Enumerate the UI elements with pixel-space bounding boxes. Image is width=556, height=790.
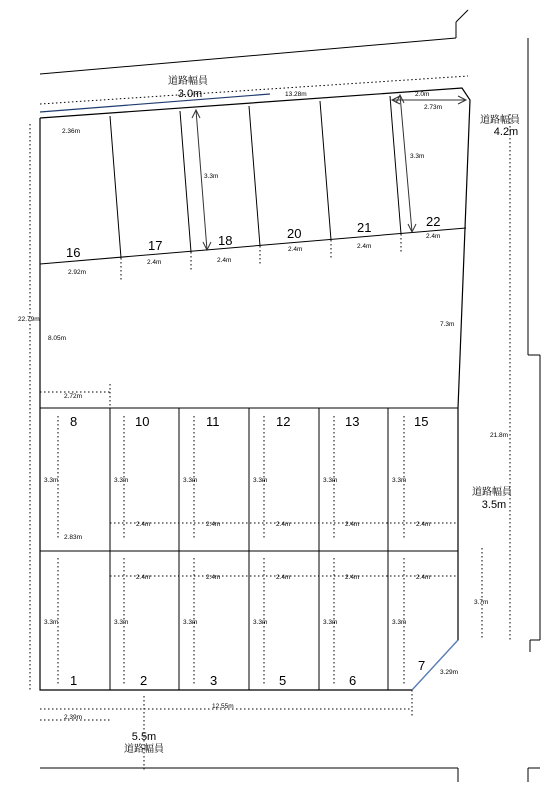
- dim-lot7-diagonal: 3.29m: [440, 669, 459, 676]
- lot-number-3: 3: [210, 673, 218, 688]
- dim-north-depth-b: 3.3m: [410, 153, 425, 160]
- north-road-width: 3.0m: [177, 88, 203, 100]
- dim-lot-depth: 3.3m: [44, 619, 59, 626]
- dim-lot-depth: 3.3m: [253, 619, 268, 626]
- dim-lot8-width: 2.72m: [64, 393, 83, 400]
- dim-north-bottom-21: 2.4m: [357, 243, 372, 250]
- north-road-edge-corner: [456, 10, 468, 22]
- dim-north-bottom-20: 2.4m: [288, 246, 303, 253]
- lot-number-21: 21: [357, 220, 372, 235]
- dim-north-bottom-16: 2.92m: [68, 269, 87, 276]
- lot-number-17: 17: [148, 238, 163, 253]
- lot-number-12: 12: [276, 414, 291, 429]
- lot-number-6: 6: [349, 673, 357, 688]
- dim-lot-width: 2.4m: [345, 521, 360, 528]
- dim-top-left-lot: 2.36m: [62, 128, 81, 135]
- lot-number-16: 16: [66, 245, 81, 260]
- dim-lot-depth: 3.3m: [392, 477, 407, 484]
- dim-lot-depth: 3.3m: [114, 619, 129, 626]
- lot-number-20: 20: [287, 226, 302, 241]
- east-lower-road-label: 道路幅員: [472, 487, 512, 498]
- lot-number-15: 15: [414, 414, 429, 429]
- lot-number-1: 1: [70, 673, 78, 688]
- dim-lot-depth: 3.3m: [253, 477, 268, 484]
- lot-number-8: 8: [70, 414, 78, 429]
- dim-bottom-left-lot: 2.39m: [64, 714, 83, 721]
- dim-top-right-a: 2.0m: [415, 91, 430, 98]
- dim-right-open-height: 7.3m: [440, 321, 455, 328]
- dim-lot-width: 2.4m: [136, 574, 151, 581]
- north-road-edge: [40, 38, 456, 74]
- lot-divider: [110, 116, 121, 258]
- dim-lot-depth: 3.3m: [183, 619, 198, 626]
- dim-lot-width: 2.4m: [276, 574, 291, 581]
- lot-number-2: 2: [140, 673, 148, 688]
- lot-divider: [249, 106, 260, 246]
- lot-number-7: 7: [418, 658, 426, 673]
- dim-north-bottom-22: 2.4m: [426, 233, 441, 240]
- dim-north-depth-a: 3.3m: [204, 173, 219, 180]
- dim-top-right-b: 2.73m: [424, 104, 443, 111]
- lot-number-22: 22: [426, 214, 441, 229]
- dim-lot-depth: 3.3m: [392, 619, 407, 626]
- dim-lot7-side: 3.7m: [474, 599, 489, 606]
- dim-north-bottom-17: 2.4m: [147, 259, 162, 266]
- dim-lot-width: 2.4m: [416, 574, 431, 581]
- lot-number-11: 11: [206, 414, 220, 429]
- lot-divider: [390, 96, 401, 234]
- dim-lot-width: 2.4m: [206, 521, 221, 528]
- dim-lot-depth: 3.3m: [44, 477, 59, 484]
- dim-lot-width: 2.4m: [136, 521, 151, 528]
- dim-left-open-height: 8.05m: [48, 335, 67, 342]
- dim-lot-depth: 3.3m: [114, 477, 129, 484]
- lot-number-13: 13: [345, 414, 360, 429]
- dim-lot-width: 2.4m: [206, 574, 221, 581]
- dim-north-bottom-18: 2.4m: [217, 257, 232, 264]
- dim-lot-width: 2.4m: [276, 521, 291, 528]
- east-upper-road-width: 4.2m: [493, 126, 519, 138]
- dim-lot-depth: 3.3m: [323, 477, 338, 484]
- lot-divider: [180, 111, 191, 252]
- south-road-width: 5.5m: [131, 731, 157, 743]
- dim-right-total-height: 21.8m: [490, 432, 509, 439]
- lot-divider: [320, 101, 331, 240]
- north-row-front-line: [40, 228, 466, 264]
- dim-left-total-height: 22.79m: [18, 316, 40, 323]
- dim-lot8-mid-width: 2.83m: [64, 534, 83, 541]
- depth-arrow: [400, 95, 412, 232]
- lot-number-18: 18: [218, 233, 233, 248]
- dim-top-width: 13.28m: [285, 91, 307, 98]
- dim-lot-depth: 3.3m: [183, 477, 198, 484]
- north-road-label: 道路幅員: [168, 76, 208, 87]
- dim-lot-depth: 3.3m: [323, 619, 338, 626]
- depth-arrow: [196, 110, 207, 250]
- east-upper-road-label: 道路幅員: [480, 115, 520, 126]
- south-road-label: 道路幅員: [124, 744, 164, 755]
- lot-number-10: 10: [135, 414, 150, 429]
- lot-number-5: 5: [279, 673, 287, 688]
- dim-lot-width: 2.4m: [416, 521, 431, 528]
- dim-bottom-total: 12.55m: [212, 703, 234, 710]
- east-lower-road-width: 3.5m: [481, 499, 507, 511]
- dim-lot-width: 2.4m: [345, 574, 360, 581]
